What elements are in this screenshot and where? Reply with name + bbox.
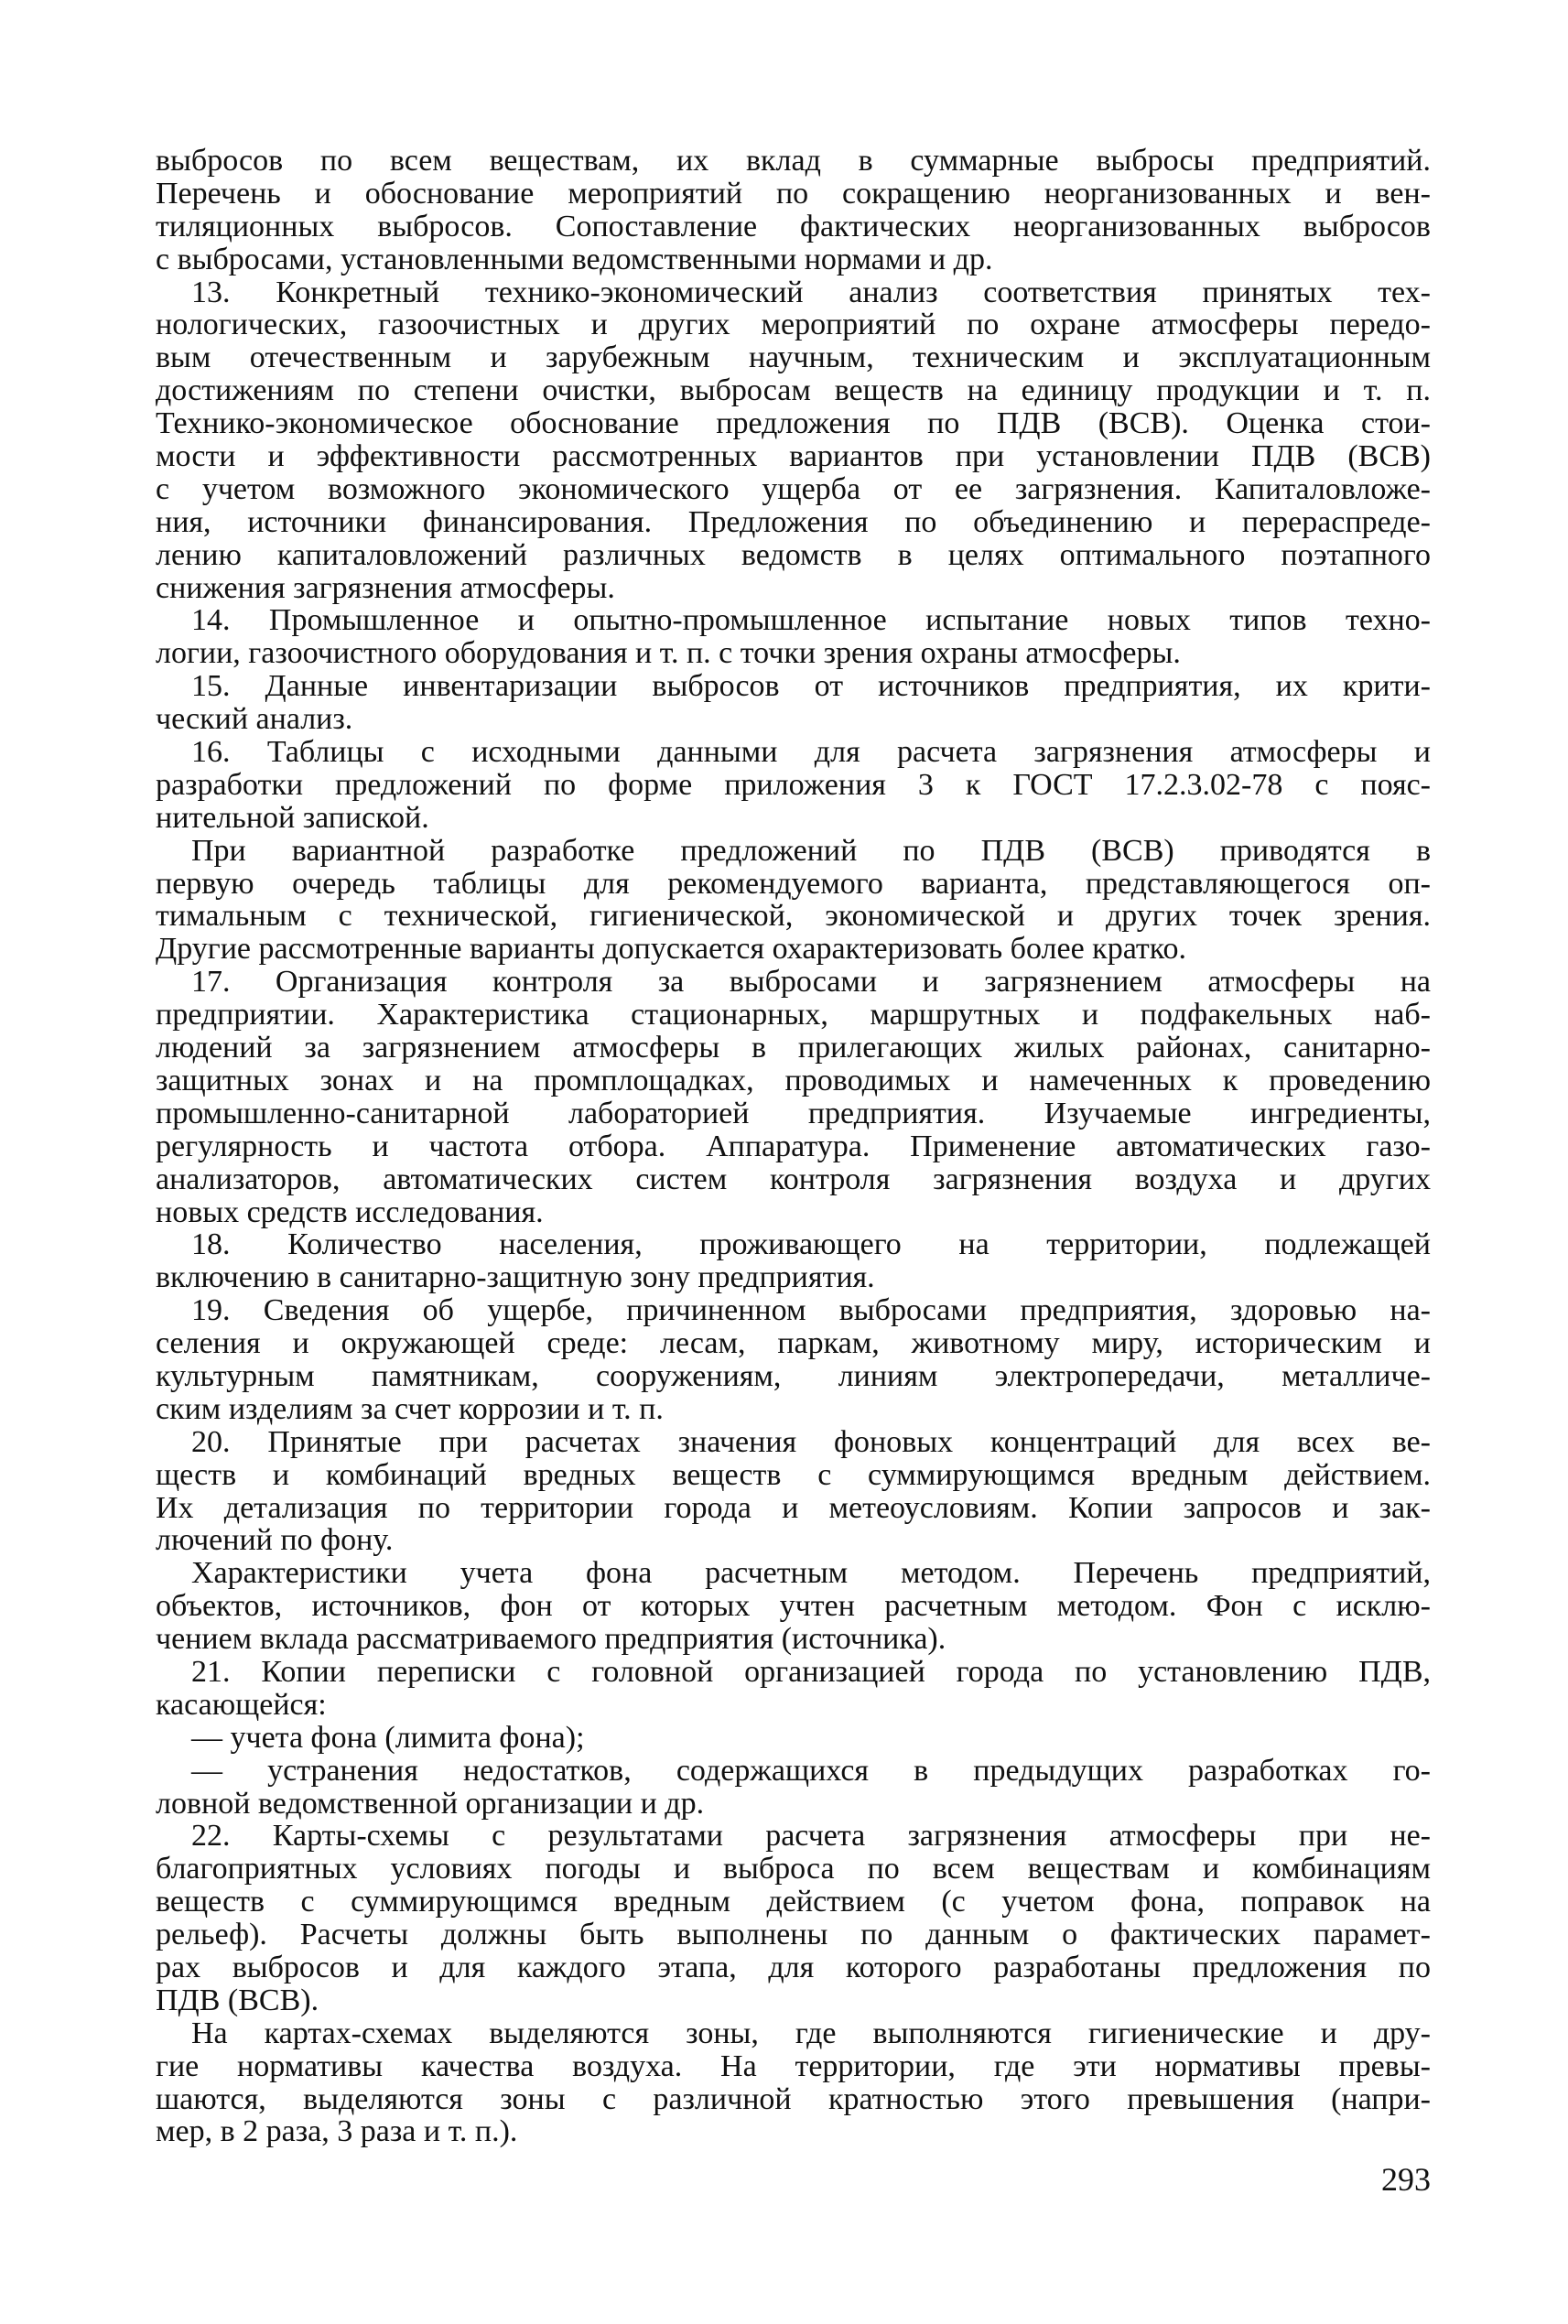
text-line: ловной ведомственной организации и др. bbox=[156, 1786, 705, 1821]
text-line: мости и эффективности рассмотренных вариантов при установлении ПДВ (ВСВ) bbox=[156, 439, 1431, 474]
text-line: вым отечественным и зарубежным научным, техническим и эксплуатационным bbox=[156, 340, 1431, 375]
page-body bbox=[156, 145, 1431, 2148]
text-line: ПДВ (ВСВ). bbox=[156, 1983, 319, 2017]
text-line: логии, газоочистного оборудования и т. п. с точки зрения охраны атмосферы. bbox=[156, 636, 1181, 671]
text-line: касающейся: bbox=[156, 1687, 327, 1722]
text-line: 13. Конкретный технико-экономический анализ соответствия принятых тех- bbox=[191, 275, 1431, 309]
text-line: 18. Количество населения, проживающего на территории, подлежащей bbox=[191, 1227, 1431, 1262]
text-line: На картах-схемах выделяются зоны, где выполняются гигиенические и дру- bbox=[191, 2016, 1431, 2050]
text-line: людений за загрязнением атмосферы в прилегающих жилых районах, санитарно- bbox=[156, 1031, 1431, 1065]
text-line: Технико-экономическое обоснование предложения по ПДВ (ВСВ). Оценка стои- bbox=[156, 406, 1431, 441]
text-line: промышленно-санитарной лабораторией предприятия. Изучаемые ингредиенты, bbox=[156, 1096, 1431, 1130]
paragraph bbox=[156, 1820, 1431, 2016]
text-line: объектов, источников, фон от которых учтен расчетным методом. Фон с исклю- bbox=[156, 1589, 1431, 1624]
text-line: защитных зонах и на промплощадках, проводимых и намеченных к проведению bbox=[156, 1063, 1431, 1097]
text-line: 21. Копии переписки с головной организацией города по установлению ПДВ, bbox=[191, 1654, 1431, 1689]
paragraph bbox=[156, 145, 1431, 276]
text-line: шаются, выделяются зоны с различной кратностью этого превышения (напри- bbox=[156, 2081, 1431, 2116]
paragraph bbox=[156, 1426, 1431, 1558]
text-line: — учета фона (лимита фона); bbox=[191, 1720, 585, 1755]
text-line: лению капиталовложений различных ведомств в целях оптимального поэтапного bbox=[156, 537, 1431, 572]
text-line: ским изделиям за счет коррозии и т. п. bbox=[156, 1391, 664, 1426]
text-line: регулярность и частота отбора. Аппаратура. Применение автоматических газо- bbox=[156, 1129, 1431, 1163]
text-line: 14. Промышленное и опытно-промышленное испытание новых типов техно- bbox=[191, 603, 1431, 638]
page-number: 293 bbox=[1381, 2161, 1431, 2198]
text-line: рельеф). Расчеты должны быть выполнены по данным о фактических парамет- bbox=[156, 1918, 1431, 1952]
text-line: 22. Карты-схемы с результатами расчета загрязнения атмосферы при не- bbox=[191, 1819, 1431, 1854]
text-line: предприятии. Характеристика стационарных, маршрутных и подфакельных наб- bbox=[156, 998, 1431, 1032]
paragraph bbox=[156, 276, 1431, 605]
paragraph bbox=[156, 1294, 1431, 1426]
text-line: 17. Организация контроля за выбросами и загрязнением атмосферы на bbox=[191, 965, 1431, 1000]
text-line: благоприятных условиях погоды и выброса по всем веществам и комбинациям bbox=[156, 1852, 1431, 1886]
text-line: чением вклада рассматриваемого предприятия (источника). bbox=[156, 1622, 946, 1657]
text-line: разработки предложений по форме приложения 3 к ГОСТ 17.2.3.02-78 с пояс- bbox=[156, 767, 1431, 802]
text-line: включению в санитарно-защитную зону предприятия. bbox=[156, 1260, 875, 1295]
text-line: селения и окружающей среде: лесам, паркам, животному миру, историческим и bbox=[156, 1326, 1431, 1361]
text-line: рах выбросов и для каждого этапа, для которого разработаны предложения по bbox=[156, 1950, 1431, 1984]
text-line: культурным памятникам, сооружениям, линиям электропередачи, металличе- bbox=[156, 1358, 1431, 1393]
text-line: Их детализация по территории города и метеоусловиям. Копии запросов и зак- bbox=[156, 1490, 1431, 1525]
paragraph bbox=[156, 966, 1431, 1228]
text-line: гие нормативы качества воздуха. На территории, где эти нормативы превы- bbox=[156, 2048, 1431, 2083]
text-line: ния, источники финансирования. Предложения по объединению и перераспреде- bbox=[156, 504, 1431, 539]
text-line: 15. Данные инвентаризации выбросов от источников предприятия, их крити- bbox=[191, 669, 1431, 704]
text-line: 19. Сведения об ущербе, причиненном выбросами предприятия, здоровью на- bbox=[191, 1293, 1431, 1328]
text-line: — устранения недостатков, содержащихся в предыдущих разработках го- bbox=[191, 1753, 1431, 1788]
paragraph bbox=[156, 1755, 1431, 1821]
text-line: с выбросами, установленными ведомственными нормами и др. bbox=[156, 242, 993, 276]
paragraph bbox=[156, 1557, 1431, 1656]
text-line: достижениям по степени очистки, выбросам веществ на единицу продукции и т. п. bbox=[156, 373, 1431, 408]
text-line: нительной запиской. bbox=[156, 800, 429, 835]
text-line: Характеристики учета фона расчетным методом. Перечень предприятий, bbox=[191, 1556, 1431, 1591]
text-line: веществ с суммирующимся вредным действием (с учетом фона, поправок на bbox=[156, 1885, 1431, 1919]
paragraph bbox=[156, 835, 1431, 967]
text-line: Перечень и обоснование мероприятий по сокращению неорганизованных и вен- bbox=[156, 176, 1431, 211]
paragraph bbox=[156, 670, 1431, 736]
text-line: снижения загрязнения атмосферы. bbox=[156, 570, 615, 605]
text-line: мер, в 2 раза, 3 раза и т. п.). bbox=[156, 2114, 518, 2149]
text-line: тиляционных выбросов. Сопоставление фактических неорганизованных выбросов bbox=[156, 209, 1431, 243]
paragraph bbox=[156, 1722, 1431, 1755]
paragraph bbox=[156, 604, 1431, 670]
paragraph bbox=[156, 2017, 1431, 2149]
text-line: Другие рассмотренные варианты допускается охарактеризовать более кратко. bbox=[156, 932, 1187, 967]
text-line: анализаторов, автоматических систем контроля загрязнения воздуха и других bbox=[156, 1162, 1431, 1196]
text-line: При вариантной разработке предложений по ПДВ (ВСВ) приводятся в bbox=[191, 833, 1431, 868]
text-line: 20. Принятые при расчетах значения фоновых концентраций для всех ве- bbox=[191, 1424, 1431, 1459]
paragraph bbox=[156, 1228, 1431, 1294]
text-line: нологических, газоочистных и других мероприятий по охране атмосферы передо- bbox=[156, 308, 1431, 342]
text-line: 16. Таблицы с исходными данными для расчета загрязнения атмосферы и bbox=[191, 735, 1431, 770]
text-line: ческий анализ. bbox=[156, 702, 353, 737]
text-line: лючений по фону. bbox=[156, 1523, 394, 1558]
text-line: новых средств исследования. bbox=[156, 1194, 544, 1229]
text-line: первую очередь таблицы для рекомендуемого варианта, представляющегося оп- bbox=[156, 866, 1431, 901]
paragraph bbox=[156, 1656, 1431, 1722]
text-line: выбросов по всем веществам, их вклад в суммарные выбросы предприятий. bbox=[156, 144, 1431, 178]
text-line: тимальным с технической, гигиенической, экономической и других точек зрения. bbox=[156, 899, 1431, 934]
paragraph bbox=[156, 736, 1431, 835]
text-line: ществ и комбинаций вредных веществ с суммирующимся вредным действием. bbox=[156, 1457, 1431, 1492]
text-line: с учетом возможного экономического ущерба от ее загрязнения. Капиталовложе- bbox=[156, 471, 1431, 506]
